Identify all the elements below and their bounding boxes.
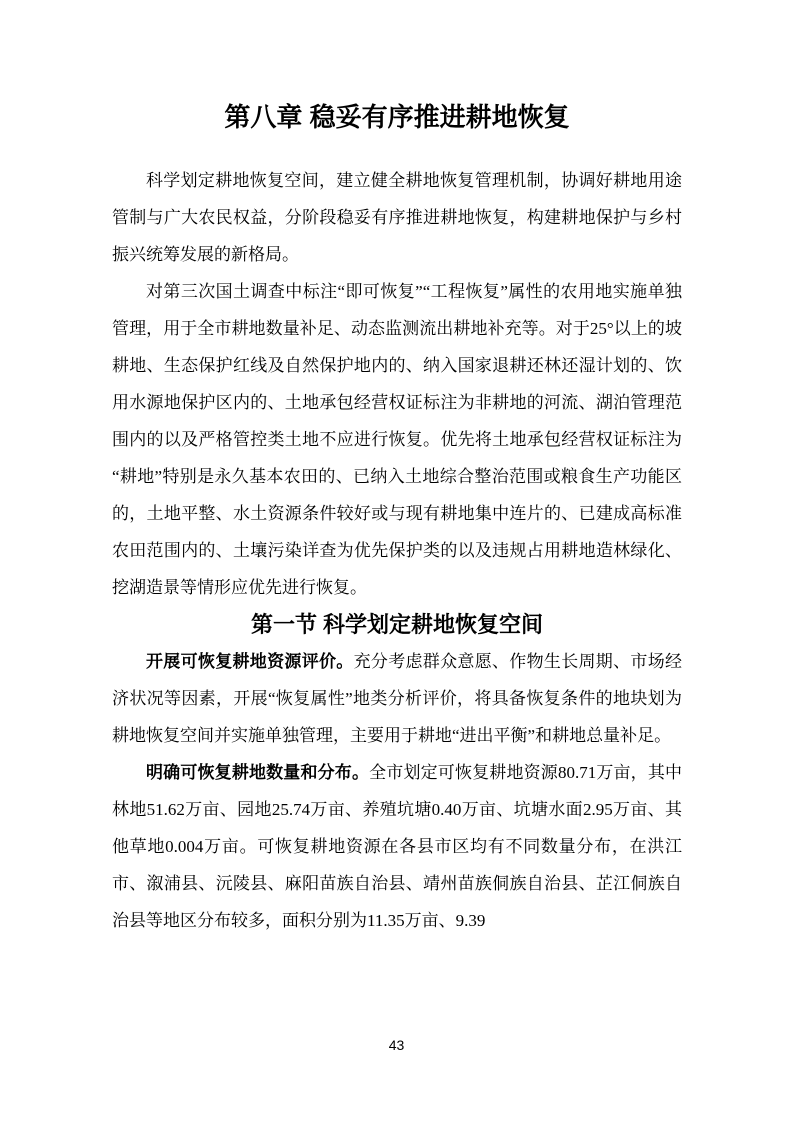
paragraph-text: 全市划定可恢复耕地资源80.71万亩，其中林地51.62万亩、园地25.74万亩、养殖坑塘0.40万亩、坑塘水面2.95万亩、其他草地0.004万亩。可恢复耕地资源在各县市区均有不同数量分布，在洪江市、溆浦县、沅陵县、麻阳苗族自治县、靖州苗族侗族自治县、芷江侗族自治县等地区分布较多，面积分别为11.35万亩、9.39 xyxy=(112,763,683,930)
intro-paragraph-1: 科学划定耕地恢复空间，建立健全耕地恢复管理机制，协调好耕地用途管制与广大农民权益，分阶段稳妥有序推进耕地恢复，构建耕地保护与乡村振兴统筹发展的新格局。 xyxy=(112,171,682,264)
section-paragraph-2 xyxy=(112,754,682,939)
chapter-title: 第八章 稳妥有序推进耕地恢复 xyxy=(224,102,570,132)
section-paragraph-1 xyxy=(112,643,682,754)
page-number: 43 xyxy=(388,1037,405,1053)
intro-paragraph-2: 对第三次国土调查中标注“即可恢复”“工程恢复”属性的农用地实施单独管理，用于全市耕地数量补足、动态监测流出耕地补充等。对于25°以上的坡耕地、生态保护红线及自然保护地内的、纳入国家退耕还林还湿计划的、饮用水源地保护区内的、土地承包经营权证标注为非耕地的河流、湖泊管理范围内的以及严格管控类土地不应进行恢复。优先将土地承包经营权证标注为“耕地”特别是永久基本农田的、已纳入土地综合整治范围或粮食生产功能区的，土地平整、水土资源条件较好或与现有耕地集中连片的、已建成高标准农田范围内的、土壤污染详查为优先保护类的以及违规占用耕地造林绿化、挖湖造景等情形应优先进行恢复。 xyxy=(112,282,682,597)
paragraph-lead: 开展可恢复耕地资源评价。 xyxy=(146,652,354,671)
paragraph-lead: 明确可恢复耕地数量和分布。 xyxy=(146,763,370,782)
section-title: 第一节 科学划定耕地恢复空间 xyxy=(250,612,544,637)
page-content xyxy=(112,0,682,939)
paragraph-text: 充分考虑群众意愿、作物生长周期、市场经济状况等因素，开展“恢复属性”地类分析评价，将具备恢复条件的地块划为耕地恢复空间并实施单独管理，主要用于耕地“进出平衡”和耕地总量补足。 xyxy=(112,652,683,745)
